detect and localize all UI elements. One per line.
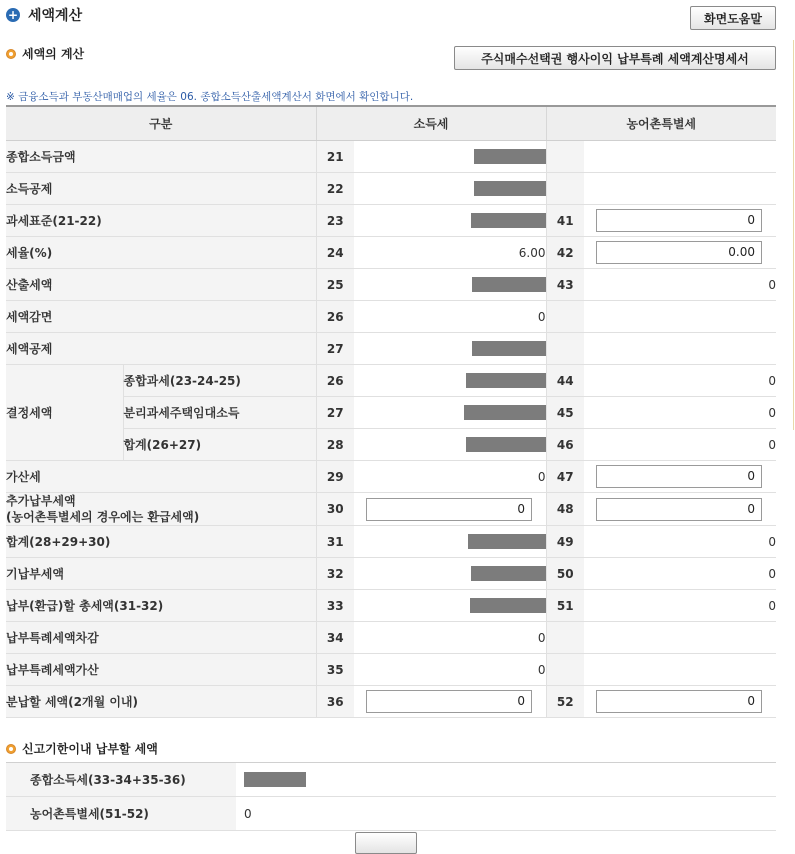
- row-number: 32: [316, 558, 354, 590]
- rural-value-cell: [584, 461, 776, 493]
- row-label: 종합과세(23-24-25): [123, 365, 316, 397]
- row-label: 산출세액: [6, 269, 316, 301]
- row-label: 납부특례세액차감: [6, 622, 316, 654]
- rural-value: 0: [584, 558, 776, 590]
- income-tax-value: [354, 333, 546, 365]
- rural-tax-input-47[interactable]: 0: [596, 465, 762, 488]
- table-row: [6, 654, 776, 686]
- masked-value: [244, 772, 306, 787]
- row-label: 가산세: [6, 461, 316, 493]
- income-tax-value: [354, 205, 546, 237]
- row-label: 과세표준(21-22): [6, 205, 316, 237]
- rural-value: 0: [584, 526, 776, 558]
- rural-no-empty: [546, 141, 584, 173]
- income-tax-input-30[interactable]: 0: [366, 498, 532, 521]
- income-tax-value: [354, 173, 546, 205]
- row-label-line2: (농어촌특별세의 경우에는 환급세액): [6, 510, 200, 524]
- row-number: 26: [316, 301, 354, 333]
- row-label: 종합소득세(33-34+35-36): [6, 763, 236, 797]
- income-tax-value: [354, 526, 546, 558]
- masked-value: [474, 181, 546, 196]
- rural-no-empty: [546, 654, 584, 686]
- row-number: 26: [316, 365, 354, 397]
- row-label-line1: 추가납부세액: [6, 494, 76, 508]
- income-tax-value: [354, 397, 546, 429]
- rural-value: 0: [584, 365, 776, 397]
- rural-value: 0: [584, 429, 776, 461]
- table-row: [6, 797, 776, 831]
- rural-value-empty: [584, 654, 776, 686]
- rural-row-number: 45: [546, 397, 584, 429]
- masked-value: [472, 341, 546, 356]
- rural-row-number: 47: [546, 461, 584, 493]
- rural-value-empty: [584, 173, 776, 205]
- row-number: 27: [316, 333, 354, 365]
- rural-value: 0: [584, 590, 776, 622]
- table-row: [6, 173, 776, 205]
- payable-value: [236, 763, 776, 797]
- rural-row-number: 41: [546, 205, 584, 237]
- rural-tax-input-48[interactable]: 0: [596, 498, 762, 521]
- row-number: 34: [316, 622, 354, 654]
- row-number: 36: [316, 686, 354, 718]
- rural-value-cell: [584, 493, 776, 526]
- col-header-rural-tax: 농어촌특별세: [546, 106, 776, 141]
- rural-value-empty: [584, 333, 776, 365]
- table-row: [6, 526, 776, 558]
- row-label: 분납할 세액(2개월 이내): [6, 686, 316, 718]
- rural-no-empty: [546, 173, 584, 205]
- rural-tax-input-52[interactable]: 0: [596, 690, 762, 713]
- masked-value: [471, 566, 546, 581]
- income-tax-value: 0: [354, 654, 546, 686]
- row-number: 30: [316, 493, 354, 526]
- table-row: [6, 558, 776, 590]
- section-title-label: 신고기한이내 납부할 세액: [22, 742, 158, 756]
- table-row: [6, 590, 776, 622]
- rural-tax-input-42[interactable]: 0.00: [596, 241, 762, 264]
- row-label: 납부(환급)할 총세액(31-32): [6, 590, 316, 622]
- row-number: 35: [316, 654, 354, 686]
- table-row: [6, 461, 776, 493]
- rural-no-empty: [546, 333, 584, 365]
- stock-option-special-payment-detail-button[interactable]: 주식매수선택권 행사이익 납부특례 세액계산명세서: [454, 46, 776, 70]
- masked-value: [468, 534, 546, 549]
- income-tax-value: [354, 429, 546, 461]
- table-row: [6, 686, 776, 718]
- masked-value: [474, 149, 546, 164]
- row-number: 21: [316, 141, 354, 173]
- row-number: 27: [316, 397, 354, 429]
- masked-value: [471, 213, 546, 228]
- income-tax-value: [354, 141, 546, 173]
- row-label: [6, 493, 316, 526]
- rural-row-number: 52: [546, 686, 584, 718]
- page-title-row: [6, 4, 82, 26]
- rural-value-empty: [584, 141, 776, 173]
- rural-row-number: 48: [546, 493, 584, 526]
- income-tax-value: [354, 269, 546, 301]
- rural-no-empty: [546, 301, 584, 333]
- notice-text: ※ 금융소득과 부동산매매업의 세율은 06. 종합소득산출세액계산서 화면에서 확인합니다.: [6, 91, 414, 103]
- table-row: [6, 622, 776, 654]
- income-tax-input-36[interactable]: 0: [366, 690, 532, 713]
- row-label: 농어촌특별세(51-52): [6, 797, 236, 831]
- income-tax-value-cell: [354, 493, 546, 526]
- row-label: 소득공제: [6, 173, 316, 205]
- rural-row-number: 44: [546, 365, 584, 397]
- table-row: [6, 493, 776, 526]
- section-title-tax-calc: [6, 45, 84, 62]
- rural-row-number: 42: [546, 237, 584, 269]
- row-number: 24: [316, 237, 354, 269]
- income-tax-value: 0: [354, 622, 546, 654]
- rural-value-cell: [584, 686, 776, 718]
- row-label: 합계(28+29+30): [6, 526, 316, 558]
- masked-value: [472, 277, 546, 292]
- income-tax-value: [354, 365, 546, 397]
- row-label: 합계(26+27): [123, 429, 316, 461]
- rural-value-cell: [584, 237, 776, 269]
- col-header-income-tax: 소득세: [316, 106, 546, 141]
- rural-value: 0: [584, 269, 776, 301]
- income-tax-value: 0: [354, 301, 546, 333]
- table-row: [6, 269, 776, 301]
- row-number: 31: [316, 526, 354, 558]
- rural-row-number: 50: [546, 558, 584, 590]
- rural-no-empty: [546, 622, 584, 654]
- payable-tax-table: [6, 762, 776, 831]
- payable-value: 0: [236, 797, 776, 831]
- rural-row-number: 49: [546, 526, 584, 558]
- rural-tax-input-41[interactable]: 0: [596, 209, 762, 232]
- row-number: 28: [316, 429, 354, 461]
- masked-value: [466, 437, 546, 452]
- table-row: [6, 365, 776, 397]
- plus-circle-icon: +: [7, 8, 19, 22]
- row-number: 33: [316, 590, 354, 622]
- row-number: 22: [316, 173, 354, 205]
- rural-row-number: 43: [546, 269, 584, 301]
- masked-value: [466, 373, 546, 388]
- income-tax-value: [354, 558, 546, 590]
- table-row: [6, 237, 776, 269]
- masked-value: [464, 405, 546, 420]
- row-label: 세액감면: [6, 301, 316, 333]
- bullet-dot-icon: [6, 744, 16, 754]
- screen-help-button[interactable]: 화면도움말: [690, 6, 776, 30]
- right-edge-line: [793, 40, 794, 430]
- income-tax-value: 0: [354, 461, 546, 493]
- income-tax-value: [354, 590, 546, 622]
- section-title-payable-tax: [6, 740, 158, 757]
- table-row: [6, 763, 776, 797]
- income-tax-value-cell: [354, 686, 546, 718]
- row-label: 세율(%): [6, 237, 316, 269]
- income-tax-value: 6.00: [354, 237, 546, 269]
- table-row: [6, 141, 776, 173]
- rural-value: 0: [584, 397, 776, 429]
- table-row: [6, 205, 776, 237]
- rural-value-empty: [584, 622, 776, 654]
- table-row: [6, 333, 776, 365]
- row-label: 분리과세주택임대소득: [123, 397, 316, 429]
- rural-row-number: 51: [546, 590, 584, 622]
- row-label: 납부특례세액가산: [6, 654, 316, 686]
- row-label: 종합소득금액: [6, 141, 316, 173]
- tax-calc-table: [6, 105, 776, 718]
- bullet-dot-icon: [6, 49, 16, 59]
- masked-value: [470, 598, 546, 613]
- row-number: 29: [316, 461, 354, 493]
- bottom-button-partial[interactable]: [355, 832, 417, 854]
- rural-value-empty: [584, 301, 776, 333]
- section-title-label: 세액의 계산: [22, 47, 85, 61]
- table-row: [6, 301, 776, 333]
- row-number: 25: [316, 269, 354, 301]
- page-title: 세액계산: [28, 8, 83, 24]
- rural-value-cell: [584, 205, 776, 237]
- group-label-decided-tax: 결정세액: [6, 365, 123, 461]
- row-label: 세액공제: [6, 333, 316, 365]
- col-header-category: 구분: [6, 106, 316, 141]
- row-number: 23: [316, 205, 354, 237]
- row-label: 기납부세액: [6, 558, 316, 590]
- rural-row-number: 46: [546, 429, 584, 461]
